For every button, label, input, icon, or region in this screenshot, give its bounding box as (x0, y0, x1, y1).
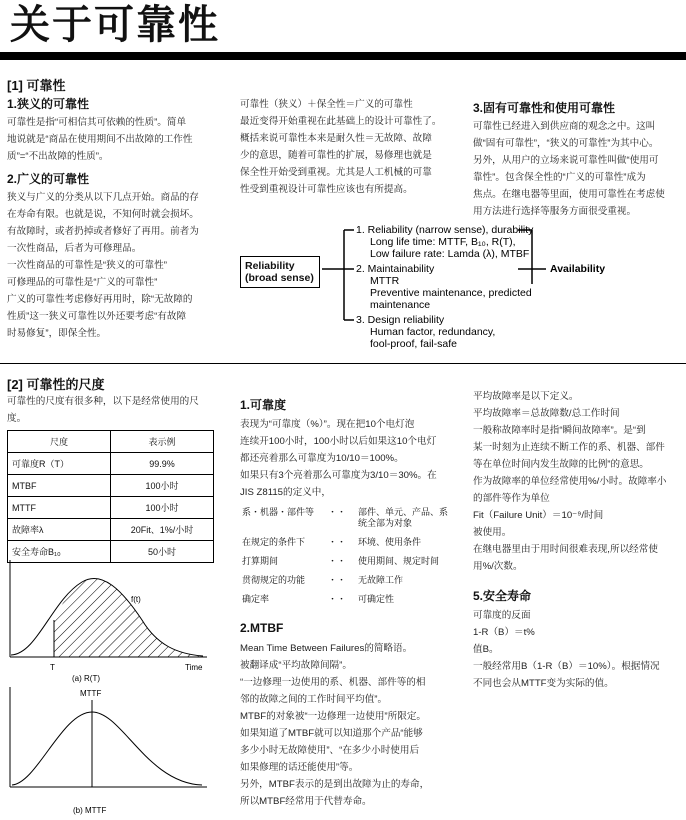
narrow-reliability-text: 可靠性是指“可相信其可依赖的性质”。简单 地说就是“商品在使用期间不出故障的工作性 质”=“不出故障的性质”。 (7, 117, 193, 162)
table-row: 安全寿命B₁₀ 50小时 (8, 541, 214, 563)
diagram-item-reliability: 1. Reliability (narrow sense), durability Long life time: MTTF, B₁₀, R(T), Low failure rate: Lamda (λ), MTBF (356, 224, 534, 260)
inherent-reliability-text: 可靠性已经进入到供应商的观念之中。这叫 做“固有可靠性”，“狭义的可靠性”为其中心。 另外，从用户的立场来说可靠性叫做“使用可 靠性”。包含保全性的“广义的可靠性”成为 焦点。在继电器等里面，使用可靠性在考虑使 用方法进行选择等服务方面很受重视。 (473, 121, 665, 217)
graph-a-caption: (a) R(T) (72, 674, 100, 683)
list-item: 打算期间 ・・ 使用期间、规定时间 (242, 556, 440, 566)
diagram-item-maintainability: 2. Maintainability MTTR Preventive maintenance, predicted maintenance (356, 263, 532, 311)
reliability-broad-box: Reliability (broad sense) (240, 256, 320, 288)
inherent-reliability-heading: 3.固有可靠性和使用可靠性 (473, 101, 616, 115)
mtbf-heading: 2.MTBF (240, 621, 284, 635)
list-item: 在规定的条件下 ・・ 环境、使用条件 (242, 537, 422, 547)
section-2-heading: [2] 可靠性的尺度 (7, 377, 105, 392)
jis-definition-list (242, 507, 450, 613)
title-rule (0, 52, 686, 60)
failure-rate-text: 平均故障率是以下定义。 平均故障率＝总故障数/总工作时间 一般称故障率时是指“瞬间故障率”。是“到 某一时刻为止连续不断工作的系、机器、部件 等在单位时间内发生故障的比例”的意思。 作为故障率的单位经常使用%/小时。故障率小 的部件等作为单位 Fit（Failure Unit）＝10⁻⁹/时间 被使用。 在继电器里由于用时间很难表现,所以经常使 用%/次数。 (473, 391, 667, 572)
graph-a-time-label: Time (185, 663, 203, 672)
page-title: 关于可靠性 (10, 3, 220, 47)
broad-reliability-text: 狭义与广义的分类从以下几点开始。商品的存 在寿命有限。也就是说，不知何时就会损坏。 有故障时，或者扔掉或者修好了再用。前者为 一次性商品，后者为可修理品。 一次性商品的可靠性是“狭义的可靠性” 可修理品的可靠性是“广义的可靠性” 广义的可靠性考虑修好再用时，除“无故障的 性质”这一狭义可靠性以外还要考虑“有故障 时易修复”，即保全性。 (7, 192, 199, 339)
mtbf-text: Mean Time Between Failures的简略语。 被翻译成“平均故障间隔”。 “一边修理一边使用的系、机器、部件等的相 邻的故障之间的工作时间平均值”。 MTBF的对象被“一边修理一边使用”所限定。 如果知道了MTBF就可以知道那个产品“能够 多少小时无故障使用”、“在多少小时使用后 如果修理的话还能使用”等。 另外，MTBF表示的是到出故障为止的寿命， 所以MTBF经常用于代替寿命。 (240, 643, 430, 807)
section-divider (0, 363, 686, 364)
graph-b-mttf-label: MTTF (80, 689, 102, 698)
safe-life-text: 可靠度的反面 1-R（B）＝t% 值B。 一般经常用B（1-R（B）＝10%）。根据情况 不同也会从MTTF变为实际的值。 (473, 610, 660, 689)
graph-mttf (7, 687, 217, 817)
graph-a-t-label: T (50, 663, 55, 672)
diagram-item-design-reliability: 3. Design reliability Human factor, redundancy, fool-proof, fail-safe (356, 314, 496, 350)
graph-a-ft-label: f(t) (131, 595, 141, 604)
table-row: MTBF 100小时 (8, 475, 214, 497)
table-row: 可靠度R（T） 99.9% (8, 453, 214, 475)
reliability-degree-heading: 1.可靠度 (240, 398, 287, 412)
narrow-reliability-heading: 1.狭义的可靠性 (7, 97, 90, 111)
measures-table (7, 430, 214, 563)
list-item: 系・机器・部件等 ・・ 部件、单元、产品、系统全部为对象 (242, 507, 449, 528)
safe-life-heading: 5.安全寿命 (473, 589, 532, 603)
reliability-definition-text: 可靠性（狭义）＋保全性＝广义的可靠性 最近变得开始重视在此基础上的设计可靠性了。 概括来说可靠性本来是耐久性＝无故障、故障 少的意思，随着可靠性的扩展，易修理也就是 保全性开始受到重视。尤其是人工机械的可靠 性受到重视设计可靠性应该也有所提高。 (240, 99, 442, 195)
graph-reliability-r-t (7, 560, 217, 685)
list-item: 贯彻规定的功能 ・・ 无故障工作 (242, 575, 404, 585)
list-item: 确定率 ・・ 可确定性 (242, 594, 395, 604)
section-1-heading: [1] 可靠性 (7, 78, 66, 93)
section-2-intro: 可靠性的尺度有很多种，以下是经常使用的尺 度。 (7, 396, 199, 424)
availability-label: Availability (550, 263, 606, 275)
reliability-degree-text: 表现为“可靠度（%）”。现在把10个电灯泡 连续开100小时，100小时以后如果这10个电灯 都还亮着那么可靠度为10/10＝100%。 如果只有3个亮着那么可靠度为3/10＝30%。在 JIS Z8115的定义中， (240, 419, 437, 498)
table-row: MTTF 100小时 (8, 497, 214, 519)
broad-reliability-heading: 2.广义的可靠性 (7, 172, 90, 186)
table-row: 故障率λ 20Fit、1%/小时 (8, 519, 214, 541)
graph-b-caption: (b) MTTF (73, 806, 107, 815)
table-header-row: 尺度 表示例 (8, 431, 214, 453)
